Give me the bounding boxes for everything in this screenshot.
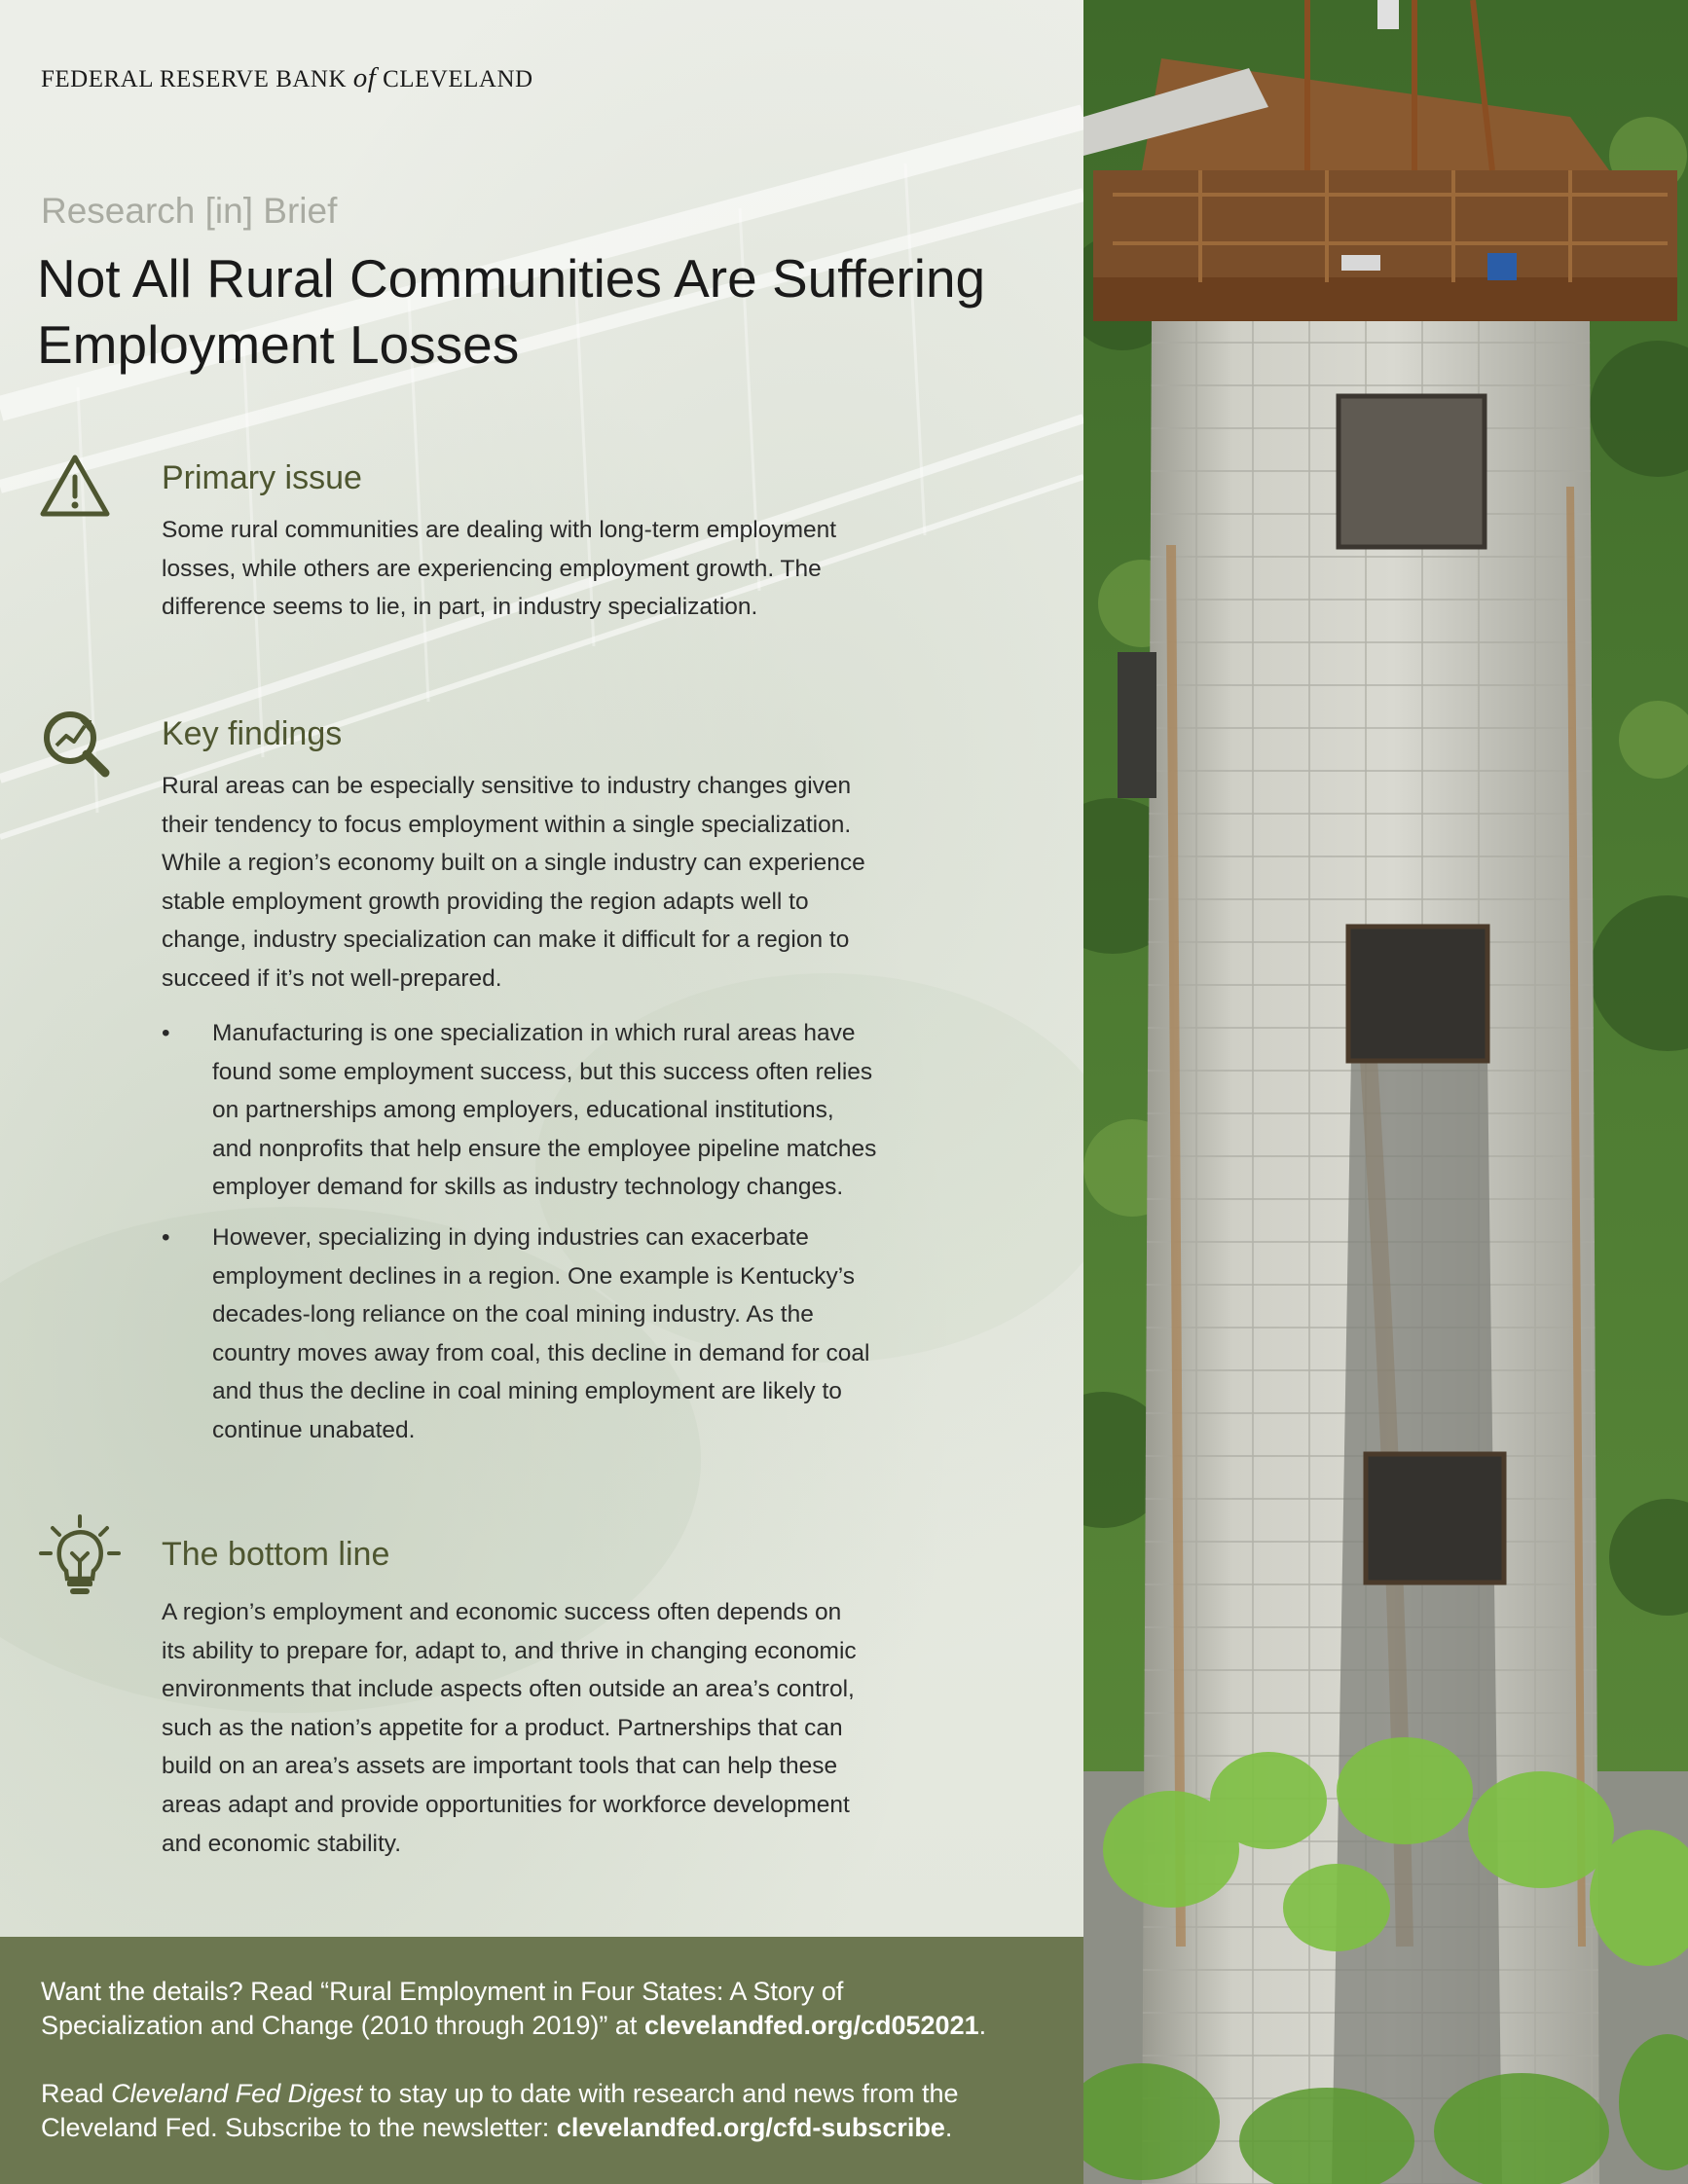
warning-triangle-icon: [39, 454, 111, 518]
key-findings-heading: Key findings: [162, 715, 343, 752]
bullet-dot: •: [162, 1224, 170, 1251]
text-line: continue unabated.: [212, 1416, 416, 1443]
bottom-line-text: [162, 1593, 921, 1863]
text-line: their tendency to focus employment within a single specialization.: [162, 811, 852, 838]
bottom-line-heading: The bottom line: [162, 1536, 390, 1573]
text-line: employer demand for skills as industry technology changes.: [212, 1174, 844, 1201]
digest-text: [41, 2077, 1063, 2145]
masthead-of: of: [352, 62, 377, 93]
text-line: and economic stability.: [162, 1830, 402, 1857]
text-line: and nonprofits that help ensure the employee pipeline matches: [212, 1135, 877, 1162]
details-panel: [0, 1937, 1083, 2184]
page-title: [37, 245, 1049, 378]
text-line: build on an area’s assets are important tools that can help these: [162, 1753, 838, 1780]
digest-name: Cleveland Fed Digest: [111, 2079, 363, 2108]
masthead-logo: [41, 62, 533, 94]
text-line: environments that include aspects often outside an area’s control,: [162, 1676, 855, 1703]
subscribe-pre: Cleveland Fed. Subscribe to the newsletter:: [41, 2113, 557, 2142]
primary-issue-text: [162, 511, 921, 627]
details-period: .: [978, 2011, 987, 2040]
text-line: decades-long reliance on the coal mining industry. As the: [212, 1301, 814, 1329]
text-line: Manufacturing is one specialization in which rural areas have: [212, 1020, 856, 1046]
details-text: [41, 1975, 1063, 2043]
series-label: Research [in] Brief: [41, 191, 338, 231]
text-line: Rural areas can be especially sensitive to industry changes given: [162, 773, 852, 799]
text-line: stable employment growth providing the region adapts well to: [162, 888, 809, 915]
text-line: found some employment success, but this success often relies: [212, 1058, 873, 1085]
text-line: its ability to prepare for, adapt to, and thrive in changing economic: [162, 1637, 857, 1664]
title-line-2: Employment Losses: [37, 314, 520, 375]
masthead-part1: FEDERAL RESERVE BANK: [41, 66, 353, 92]
text-line: areas adapt and provide opportunities for workforce development: [162, 1791, 850, 1818]
subscribe-link[interactable]: clevelandfed.org/cfd-subscribe: [556, 2113, 945, 2142]
masthead-part2: CLEVELAND: [376, 66, 533, 92]
text-line: and thus the decline in coal mining employment are likely to: [212, 1378, 842, 1405]
text-line: However, specializing in dying industries can exacerbate: [212, 1224, 809, 1251]
magnifier-chart-icon: [39, 707, 113, 781]
text-line: A region’s employment and economic success often depends on: [162, 1599, 842, 1625]
text-line: While a region’s economy built on a single industry can experience: [162, 850, 865, 877]
text-line: such as the nation’s appetite for a product. Partnerships that can: [162, 1714, 843, 1741]
digest-pre: Read: [41, 2079, 112, 2108]
text-line: losses, while others are experiencing employment growth. The: [162, 555, 822, 582]
details-link[interactable]: clevelandfed.org/cd052021: [643, 2011, 979, 2040]
text-line: on partnerships among employers, educational institutions,: [212, 1097, 834, 1124]
text-line: succeed if it’s not well-prepared.: [162, 965, 502, 992]
key-findings-text: [162, 767, 921, 999]
text-line: difference seems to lie, in part, in industry specialization.: [162, 594, 758, 621]
lightbulb-icon: [39, 1514, 121, 1598]
details-line-1: Want the details? Read “Rural Employment in Four States: A Story of: [41, 1977, 844, 2006]
text-line: employment declines in a region. One example is Kentucky’s: [212, 1262, 856, 1290]
subscribe-period: .: [944, 2113, 953, 2142]
text-line: country moves away from coal, this decline in demand for coal: [212, 1339, 870, 1366]
details-line-2: Specialization and Change (2010 through 2019)” at: [41, 2011, 644, 2040]
coal-silo-photo: [1083, 0, 1688, 2184]
bullet-dot: •: [162, 1020, 170, 1046]
primary-issue-heading: Primary issue: [162, 459, 362, 496]
digest-post: to stay up to date with research and news from the: [362, 2079, 959, 2108]
title-line-1: Not All Rural Communities Are Suffering: [37, 248, 986, 309]
text-line: Some rural communities are dealing with long-term employment: [162, 517, 837, 543]
text-line: change, industry specialization can make it difficult for a region to: [162, 927, 850, 954]
